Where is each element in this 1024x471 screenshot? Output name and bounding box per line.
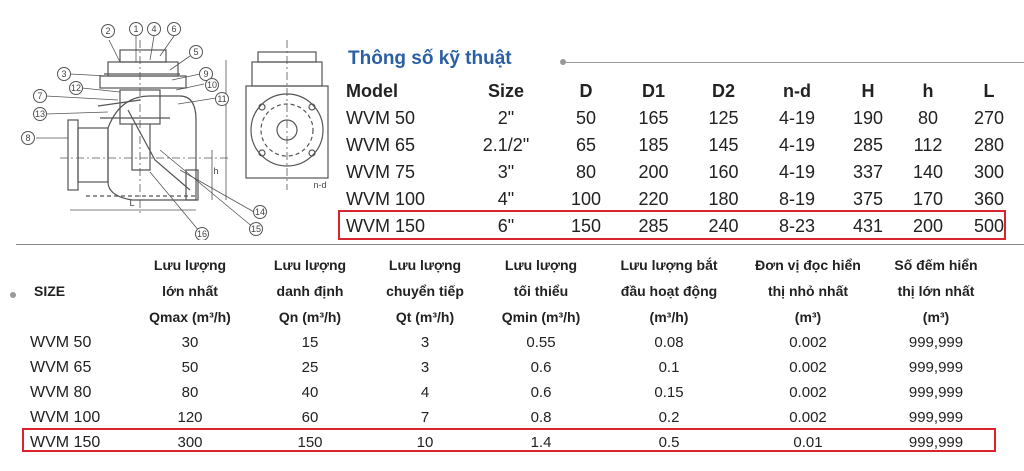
spec-value-cell: 2" [497,108,515,128]
dim-label-h: h [213,166,219,176]
svg-text:15: 15 [250,224,262,234]
flow-value-cell: 0.002 [789,334,827,351]
spec-value-cell: 500 [973,216,1005,236]
spec-value-cell: 65 [575,135,597,155]
spec-value-cell: 3" [497,162,515,182]
svg-text:16: 16 [196,229,208,239]
flow-value-cell: 0.55 [526,334,556,351]
flow-value-cell: 0.8 [530,409,552,426]
section-divider [16,244,1024,245]
spec-value-cell: 170 [912,189,944,209]
flow-value-cell: 0.1 [658,359,680,376]
flow-value-cell: 7 [420,409,430,426]
spec-value-cell: 200 [912,216,944,236]
flow-value-cell: 120 [177,409,203,426]
spec-row [346,159,1020,186]
svg-text:12: 12 [70,83,82,93]
flow-header-cell [128,252,252,330]
svg-text:4: 4 [151,24,157,34]
spec-value-cell: 280 [973,135,1005,155]
spec-value-cell: 150 [570,216,602,236]
flow-header-size [26,252,128,330]
spec-value-cell: 200 [638,162,669,182]
header-line: Đơn vị đọc hiển [755,257,861,273]
flow-value-cell: 999,999 [908,359,964,376]
spec-value-cell: 165 [638,108,669,128]
spec-value-cell: 80 [917,108,939,128]
flow-value-cell: 0.2 [658,409,680,426]
header-line: Lưu lượng [504,257,578,273]
spec-header-cell: D2 [711,81,735,101]
header-line: (m³/h) [649,309,689,325]
flow-header-cell [252,252,368,330]
spec-header-cell: L [983,81,995,101]
flow-value-cell: 0.002 [789,359,827,376]
spec-value-cell: 140 [912,162,944,182]
flow-value-cell: 80 [181,384,199,401]
flow-row [26,380,994,405]
header-line: SIZE [34,283,66,299]
spec-value-cell: 285 [638,216,669,236]
flow-value-cell: 1.4 [530,434,552,451]
spec-value-cell: 160 [708,162,739,182]
spec-row [346,132,1020,159]
flow-value-cell: 60 [301,409,319,426]
spec-value-cell: 220 [638,189,669,209]
callout-10 [206,79,219,92]
spec-value-cell: 190 [852,108,884,128]
flow-value-cell: 300 [177,434,203,451]
flow-value-cell: 3 [420,334,430,351]
spec-model-cell: WVM 150 [346,216,426,236]
callout-3 [58,68,71,81]
header-line: thị nhỏ nhất [767,283,849,299]
flow-row [26,405,994,430]
flow-header-cell [738,252,878,330]
flow-value-cell: 30 [181,334,199,351]
flow-value-cell: 0.6 [530,359,552,376]
callout-13 [34,108,47,121]
header-line: lớn nhất [162,283,218,299]
spec-value-cell: 8-19 [778,189,816,209]
header-line: Qmin (m³/h) [501,309,581,325]
spec-value-cell: 4-19 [778,135,816,155]
header-line: chuyển tiếp [386,283,464,299]
callout-11 [216,93,229,106]
header-line: Số đếm hiển [894,257,978,273]
svg-text:9: 9 [203,69,209,79]
flow-table [26,252,994,455]
callout-16 [196,228,209,241]
size-bullet-dot [10,292,16,298]
spec-header-cell: H [861,81,875,101]
valve-technical-drawing [0,0,340,240]
flow-size-cell: WVM 100 [30,408,101,426]
header-line: danh định [276,283,344,299]
flow-value-cell: 999,999 [908,334,964,351]
spec-model-cell: WVM 50 [346,108,416,128]
header-line: Lưu lượng [273,257,347,273]
callout-4 [148,23,161,36]
spec-model-cell: WVM 100 [346,189,426,209]
svg-text:7: 7 [37,91,43,101]
dim-label-L: L [129,198,135,208]
spec-value-cell: 100 [570,189,602,209]
flow-highlight-box [22,428,996,452]
flow-value-cell: 150 [297,434,323,451]
svg-text:5: 5 [193,47,199,57]
dim-label-n-d: n-d [313,180,327,190]
flow-header-cell [878,252,994,330]
callout-15 [250,223,263,236]
header-line: Qmax (m³/h) [149,309,231,325]
spec-value-cell: 2.1/2" [482,135,530,155]
spec-value-cell: 112 [913,135,943,155]
flow-value-cell: 4 [420,384,430,401]
flow-value-cell: 0.6 [530,384,552,401]
svg-text:2: 2 [105,26,111,36]
svg-text:1: 1 [133,24,139,34]
spec-value-cell: 4" [497,189,515,209]
spec-model-cell: WVM 65 [346,135,416,155]
spec-value-cell: 4-19 [778,108,816,128]
spec-value-cell: 300 [973,162,1005,182]
flow-row [26,355,994,380]
spec-header-cell: h [922,81,934,101]
svg-text:6: 6 [171,24,177,34]
spec-title: Thông số kỹ thuật [348,48,512,69]
header-line: Qn (m³/h) [278,309,342,325]
spec-row [346,186,1020,213]
callout-5 [190,46,203,59]
flow-value-cell: 0.002 [789,384,827,401]
flow-value-cell: 0.15 [654,384,684,401]
flow-header-cell [482,252,600,330]
spec-value-cell: 337 [852,162,884,182]
callout-6 [168,23,181,36]
spec-value-cell: 360 [973,189,1005,209]
flow-value-cell: 10 [416,434,434,451]
svg-text:14: 14 [254,207,266,217]
callout-1 [130,23,143,36]
svg-text:10: 10 [206,80,218,90]
spec-value-cell: 285 [852,135,884,155]
spec-value-cell: 431 [852,216,884,236]
flow-value-cell: 3 [420,359,430,376]
flow-value-cell: 0.01 [793,434,823,451]
flow-value-cell: 25 [301,359,319,376]
flow-value-cell: 999,999 [908,409,964,426]
callout-2 [102,25,115,38]
left-flange [68,120,78,190]
header-line: (m³) [922,309,950,325]
flow-header-cell [600,252,738,330]
header-line: đầu hoạt động [620,283,718,299]
callout-14 [254,206,267,219]
flow-size-cell: WVM 150 [30,433,101,451]
flow-value-cell: 0.002 [789,409,827,426]
spec-row [346,105,1020,132]
spec-model-cell: WVM 75 [346,162,416,182]
spec-header-cell: n-d [783,81,811,101]
flow-value-cell: 0.5 [658,434,680,451]
svg-text:3: 3 [61,69,67,79]
header-line: tối thiểu [513,283,569,299]
callout-12 [70,82,83,95]
spec-value-cell: 240 [708,216,739,236]
spec-value-cell: 180 [708,189,739,209]
spec-header-cell: D1 [641,81,665,101]
svg-text:13: 13 [34,109,46,119]
flow-value-cell: 999,999 [908,434,964,451]
spec-value-cell: 125 [708,108,739,128]
flow-value-cell: 50 [181,359,199,376]
spec-header-cell: Size [487,81,525,101]
spec-highlight-box [338,210,1006,240]
flow-row [26,330,994,355]
flow-value-cell: 999,999 [908,384,964,401]
callout-8 [22,132,35,145]
header-line: (m³) [794,309,822,325]
spec-value-cell: 375 [852,189,884,209]
spec-value-cell: 185 [638,135,669,155]
title-rule [562,62,1024,63]
flow-value-cell: 15 [301,334,319,351]
header-line: Lưu lượng [388,257,462,273]
spec-value-cell: 270 [973,108,1005,128]
header-line: Lưu lượng [153,257,227,273]
callout-7 [34,90,47,103]
flow-header-cell [368,252,482,330]
header-line: Qt (m³/h) [395,309,455,325]
spec-value-cell: 50 [575,108,597,128]
flow-size-cell: WVM 65 [30,358,92,376]
spec-value-cell: 80 [575,162,597,182]
svg-text:11: 11 [217,94,227,104]
flow-size-cell: WVM 50 [30,333,92,351]
spec-header-cell: Model [346,81,398,101]
spec-value-cell: 145 [708,135,739,155]
header-line: thị lớn nhất [897,283,975,299]
spec-header-row [346,78,1020,105]
spec-value-cell: 6" [497,216,515,236]
svg-text:8: 8 [25,133,31,143]
flow-value-cell: 40 [301,384,319,401]
spec-header-cell: D [579,81,593,101]
flow-value-cell: 0.08 [654,334,684,351]
spec-value-cell: 4-19 [778,162,816,182]
flow-size-cell: WVM 80 [30,383,92,401]
spec-value-cell: 8-23 [778,216,816,236]
flow-header-row [26,252,994,330]
header-line: Lưu lượng bắt [620,257,718,273]
